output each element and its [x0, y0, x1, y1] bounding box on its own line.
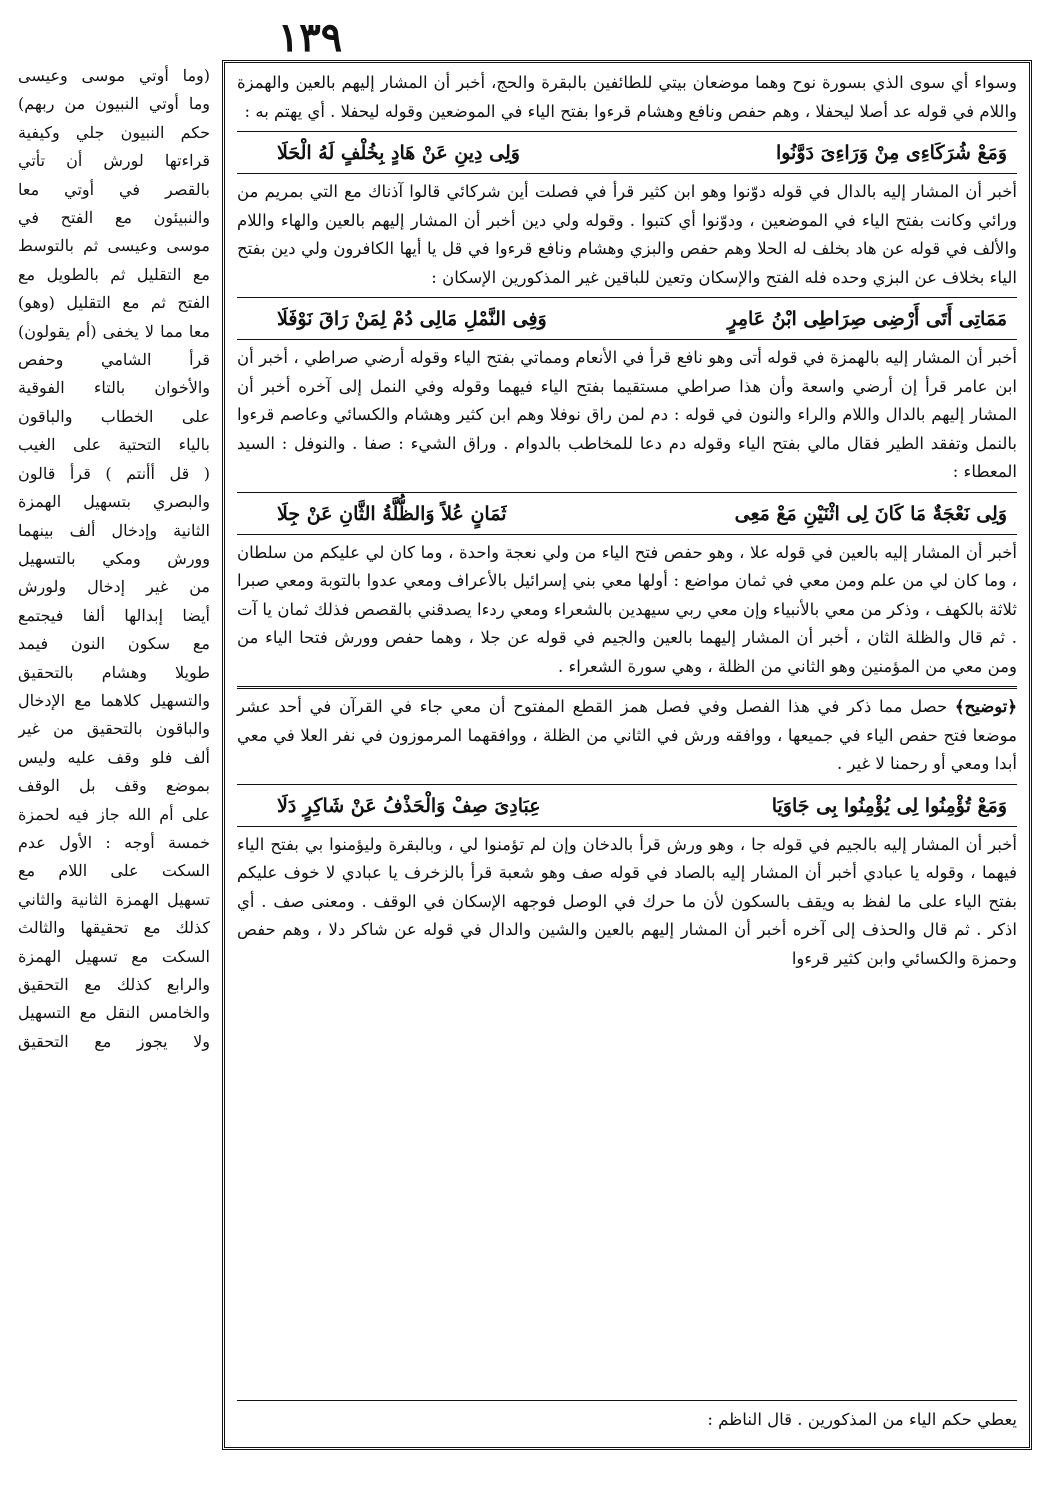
commentary-paragraph: أخبر أن المشار إليه بالدال في قوله دوّنوا وهو ابن كثير قرأ في فصلت أين شركائي قالوا آذناك مع التي بمريم من ورائي وكانت بفتح الياء في الموضعين ، ودوّنوا أي كتبوا . وقوله ولي دين أخبر أن المشار إليهم بالعين والهاء واللام والألف في قوله عن هاد بخلف له الحلا وهم حفص والبزي وهشام ونافع قرءوا في قل يا أيها الكافرون ولي دين بفتح الياء بخلاف عن البزي وحده فله الفتح والإسكان وتعين للباقين غير المذكورين الإسكان : [237, 182, 1017, 287]
margin-line: والنبيئون مع الفتح في [18, 208, 210, 228]
divider [237, 784, 1017, 785]
commentary-paragraph: وسواء أي سوى الذي بسورة نوح وهما موضعان بيتي للطائفين بالبقرة والحج، أخبر أن المشار إليهم بالعين والهمزة واللام في قوله عد أصلا ليحفلا ، وهم حفص ونافع وهشام قرءوا بفتح الياء في الموضعين وقوله ليحفلا . أي يهتم به : [237, 73, 1017, 121]
main-text-frame [222, 60, 1032, 1450]
margin-line: والأخوان بالتاء الفوقية [18, 378, 210, 398]
verse-hemistich-right: وَلِى نَعْجَةٌ مَا كَانَ لِى اثْنَيْنِ مَعْ مَعِى [734, 502, 1007, 525]
margin-line: طويلا وهشام بالتحقيق [18, 662, 210, 682]
note-label: ﴿توضيح﴾ [954, 697, 1017, 716]
margin-line: قرأ الشامي وحفص [18, 350, 210, 370]
verse-line [237, 304, 1017, 334]
margin-line: والرابع كذلك مع التحقيق [18, 975, 210, 994]
margin-line: مع التقليل ثم بالطويل مع [18, 264, 210, 284]
margin-line: ولا يجوز مع التحقيق [18, 1031, 210, 1051]
margin-line: خمسة أوجه : الأول عدم [18, 832, 210, 852]
margin-line: والبصري بتسهيل الهمزة [18, 492, 210, 512]
footer-line: يعطي حكم الياء من المذكورين . قال الناظم : [237, 1400, 1017, 1433]
margin-line: ( قل أأنتم ) قرأ قالون [18, 463, 210, 483]
margin-line: والتسهيل كلاهما مع الإدخال [18, 690, 210, 710]
commentary-paragraph: أخبر أن المشار إليه بالهمزة في قوله أتى وهو نافع قرأ في الأنعام ومماتي بفتح الياء وقوله أرضي صراطي ، أخبر أن ابن عامر قرأ إن أرضي واسعة وأن هذا صراطي مستقيما بفتح الياء فيهما وقوله وفي النمل إلى آخره أخبر أن المشار إليهم بالدال واللام والراء والنون في قوله : دم لمن راق نوفلا وهم ابن كثير وهشام والكسائي وعاصم قرءوا بالنمل وتفقد الطير فقال مالي بفتح الياء وقوله دم دعا للمخاطب بالدوام . وراق الشيء : صفا . والنوفل : السيد المعطاء : [237, 348, 1017, 481]
margin-line: (وما أوتي موسى وعيسى [18, 66, 210, 85]
margin-line: مع سكون النون فيمد [18, 634, 210, 654]
margin-line: والخامس النقل مع التسهيل [18, 1003, 210, 1023]
commentary-paragraph: أخبر أن المشار إليه بالجيم في قوله جا ، وهو ورش قرأ بالدخان وإن لم تؤمنوا لي ، وبالبقرة وليؤمنوا بي بفتح الياء فيهما ، وقوله يا عبادي أخبر أن المشار إليه بالصاد في قوله صف وهو شعبة قرأ بالزخرف يا عبادي لا خوف عليكم بفتح الياء على ما لفظ به ويقف بالسكون لأن ما حرك في الوصل فوجهه الإسكان في الوقف . ومعنى صف . أي اذكر . ثم قال والحذف إلى آخره أخبر أن المشار إليهم بالعين والشين والدال في قوله عن شاكر دلا ، وهم حفص وحمزة والكسائي وابن كثير قرءوا [237, 834, 1017, 968]
margin-commentary [18, 62, 210, 1056]
margin-line: الفتح ثم مع التقليل (وهو) [18, 293, 210, 313]
margin-line: أيضا إبدالها ألفا فيجتمع [18, 605, 210, 625]
verse-hemistich-right: مَمَاتِى أَتَى أَرْضِى صِرَاطِى ابْنُ عَامِرٍ [727, 308, 1007, 330]
verse-hemistich-left: وَفِى النَّمْلِ مَالِى دُمْ لِمَنْ رَاقَ نَوْفَلَا [277, 308, 547, 330]
verse-hemistich-right: وَمَعْ تُؤْمِنُوا لِى يُؤْمِنُوا بِى جَاوَيَا [771, 794, 1007, 817]
divider [237, 173, 1017, 174]
verse-line [237, 138, 1017, 168]
clarification-note [237, 693, 1017, 779]
divider [237, 339, 1017, 340]
divider [237, 534, 1017, 535]
note-text: حصل مما ذكر في هذا الفصل وفي فصل همز القطع المفتوح أن معي جاء في القرآن في أحد عشر موضعا فتح حفص الياء في جميعها ، ووافقه ورش في الثاني من الظلة ، ووافقهما المرموزون في نفر العلا في معي أبدا ومعي أو رحمنا لا غير . [237, 697, 1017, 773]
divider [237, 492, 1017, 493]
margin-line: قراءتها لورش أن تأتي [18, 151, 210, 171]
margin-line: وما أوتي النبيون من ربهم) [18, 94, 210, 114]
margin-line: على أم الله جاز فيه لحمزة [18, 804, 210, 824]
margin-line: السكت مع تسهيل الهمزة [18, 946, 210, 966]
margin-line: ألف فلو وقف عليه وليس [18, 747, 210, 767]
verse-hemistich-left: ثَمَانٍ عُلاً وَالظُّلَّةُ الثَّانِ عَنْ جِلَا [277, 502, 507, 525]
margin-line: تسهيل الهمزة الثانية والثاني [18, 889, 210, 909]
margin-line: بموضع وقف بل الوقف [18, 776, 210, 796]
divider [237, 131, 1017, 132]
divider [237, 686, 1017, 689]
margin-line: حكم النبيون جلي وكيفية [18, 122, 210, 142]
margin-line: والباقون بالتحقيق من غير [18, 719, 210, 739]
main-text-body [237, 69, 1017, 1441]
divider [237, 297, 1017, 298]
divider [237, 826, 1017, 827]
verse-line [237, 791, 1017, 821]
commentary-paragraph: أخبر أن المشار إليه بالعين في قوله علا ، وهو حفص فتح الياء من ولي نعجة واحدة ، وما كان لي عليكم من سلطان ، وما كان لي من علم ومن معي في ثمان مواضع : أولها معي بني إسرائيل بالأعراف ومعي عدوا بالتوبة ومعي صبرا ثلاثة بالكهف ، وذكر من معي بالأنبياء وإن معي ربي سيهدين بالشعراء ومعي ردءا يصدقني بالقصص فذلك ثمان يا آت . ثم قال والظلة الثان ، أخبر أن المشار إليهما بالعين والجيم في قوله عن جلا ، وهما حفص وورش فتحا الياء من ومن معي من المؤمنين وهو الثاني من الظلة ، وهي سورة الشعراء . [237, 542, 1017, 676]
margin-line: كذلك مع تحقيقها والثالث [18, 918, 210, 938]
margin-line: وورش ومكي بالتسهيل [18, 548, 210, 568]
margin-line: السكت على اللام مع [18, 861, 210, 881]
margin-line: موسى وعيسى ثم بالتوسط [18, 236, 210, 256]
margin-line: بالقصر في أوتي معا [18, 179, 210, 199]
verse-hemistich-left: عِبَادِىَ صِفْ وَالْحَذْفُ عَنْ شَاكِرٍ دَلَا [277, 794, 541, 817]
verse-hemistich-right: وَمَعْ شُرَكَاءِى مِنْ وَرَاءِىَ دَوَّنُوا [775, 142, 1007, 164]
verse-line [237, 499, 1017, 529]
margin-line: من غير إدخال ولورش [18, 577, 210, 597]
margin-line: الثانية وإدخال ألف بينهما [18, 520, 210, 540]
page-number: ١٣٩ [277, 14, 343, 61]
verse-hemistich-left: وَلِى دِينِ عَنْ هَادٍ بِخُلْفٍ لَهُ الْحَلَا [277, 142, 520, 164]
margin-line: معا مما لا يخفى (أم يقولون) [18, 321, 210, 341]
margin-line: على الخطاب والباقون [18, 406, 210, 426]
margin-line: بالياء التحتية على الغيب [18, 435, 210, 455]
